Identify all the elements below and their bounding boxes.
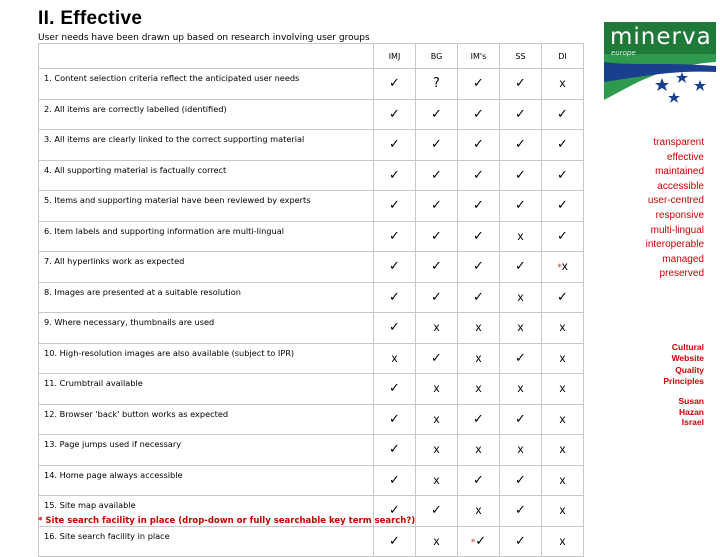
mark-cell	[500, 313, 542, 344]
mark-cell	[416, 496, 458, 527]
cross-icon: x	[433, 320, 440, 335]
cross-icon: x	[559, 503, 566, 518]
check-icon: ✓	[473, 137, 484, 153]
check-icon: ✓	[473, 198, 484, 214]
mark-cell	[500, 191, 542, 222]
mark-cell	[416, 221, 458, 252]
mark-cell	[374, 282, 416, 313]
unknown-icon: ?	[433, 76, 440, 92]
cross-icon: x	[559, 442, 566, 457]
check-icon: ✓	[389, 137, 400, 153]
mark-cell	[416, 465, 458, 496]
check-icon: ✓	[473, 472, 484, 488]
logo-subtext: europe	[611, 49, 636, 57]
cross-icon: x	[559, 472, 566, 487]
check-icon: ✓	[473, 106, 484, 122]
logo-text: minerva	[610, 24, 712, 50]
check-icon: ✓	[515, 533, 526, 549]
mark-cell	[416, 69, 458, 100]
criterion-label: 11. Crumbtrail available	[39, 374, 374, 405]
mark-cell	[542, 160, 584, 191]
column-header: DI	[542, 44, 584, 69]
mark-cell	[458, 160, 500, 191]
cross-icon: x	[517, 228, 524, 243]
mark-cell	[374, 465, 416, 496]
mark-cell	[500, 343, 542, 374]
mark-cell	[542, 404, 584, 435]
mark-cell	[416, 252, 458, 283]
criterion-label: 5. Items and supporting material have been reviewed by experts	[39, 191, 374, 222]
mark-cell	[458, 435, 500, 466]
mark-cell	[374, 99, 416, 130]
principle-item: interoperable	[645, 239, 704, 251]
check-icon: ✓	[431, 259, 442, 275]
side-title	[620, 342, 704, 387]
table-row	[39, 221, 584, 252]
check-icon: ✓	[431, 289, 442, 305]
check-icon: ✓	[473, 228, 484, 244]
logo-swoosh	[604, 62, 716, 82]
principle-item: effective	[666, 151, 704, 163]
mark-cell	[374, 252, 416, 283]
table-row	[39, 160, 584, 191]
check-icon: ✓	[473, 259, 484, 275]
check-icon: ✓	[557, 137, 568, 153]
star-icon	[655, 72, 706, 103]
table-row	[39, 313, 584, 344]
side-title-line: Quality	[675, 364, 704, 375]
table-row	[39, 526, 584, 557]
check-icon: ✓	[515, 106, 526, 122]
check-icon: ✓	[389, 381, 400, 397]
table-row	[39, 282, 584, 313]
mark-cell	[500, 282, 542, 313]
mark-cell	[374, 404, 416, 435]
check-icon: ✓	[389, 198, 400, 214]
check-icon: ✓	[515, 350, 526, 366]
check-icon: ✓	[515, 259, 526, 275]
mark-cell	[500, 496, 542, 527]
mark-cell	[416, 313, 458, 344]
author-line: Susan	[678, 396, 704, 406]
check-icon: ✓	[515, 198, 526, 214]
principles-list	[600, 136, 704, 282]
principle-item: transparent	[653, 137, 704, 148]
mark-cell	[500, 221, 542, 252]
mark-cell	[542, 221, 584, 252]
cross-icon: x	[475, 350, 482, 365]
cross-icon: x	[475, 320, 482, 335]
asterisk-icon: *	[470, 537, 476, 548]
criterion-label: 4. All supporting material is factually correct	[39, 160, 374, 191]
mark-cell	[542, 252, 584, 283]
check-icon: ✓	[389, 228, 400, 244]
mark-cell	[542, 313, 584, 344]
cross-icon: x	[517, 289, 524, 304]
author-line: Israel	[681, 417, 704, 427]
side-title-line: Cultural	[671, 342, 704, 352]
principle-item: user-centred	[647, 195, 704, 207]
mark-cell	[542, 435, 584, 466]
cross-icon: x	[475, 503, 482, 518]
check-icon: ✓	[475, 533, 487, 549]
check-icon: ✓	[557, 167, 568, 183]
cross-icon: x	[517, 320, 524, 335]
mark-cell	[542, 191, 584, 222]
mark-cell	[542, 69, 584, 100]
table-row	[39, 252, 584, 283]
mark-cell	[416, 99, 458, 130]
column-header: IMJ	[374, 44, 416, 69]
cross-icon: x	[391, 350, 398, 365]
page-subtitle: User needs have been drawn up based on research involving user groups	[38, 33, 370, 43]
mark-cell	[458, 252, 500, 283]
table-row	[39, 69, 584, 100]
column-header: BG	[416, 44, 458, 69]
check-icon: ✓	[515, 76, 526, 92]
table-row	[39, 374, 584, 405]
cross-icon: x	[433, 381, 440, 396]
mark-cell	[542, 99, 584, 130]
mark-cell	[458, 343, 500, 374]
mark-cell	[458, 282, 500, 313]
page-title: II. Effective	[38, 8, 143, 29]
check-icon: ✓	[473, 167, 484, 183]
table-row	[39, 99, 584, 130]
criteria-table	[38, 43, 584, 557]
mark-cell	[500, 404, 542, 435]
mark-cell	[374, 313, 416, 344]
check-icon: ✓	[515, 167, 526, 183]
footnote: * Site search facility in place (drop-down or fully searchable key term search?)	[38, 516, 416, 526]
mark-cell	[542, 130, 584, 161]
check-icon: ✓	[473, 289, 484, 305]
table-row	[39, 130, 584, 161]
mark-cell	[458, 526, 500, 557]
criterion-label: 6. Item labels and supporting information are multi-lingual	[39, 221, 374, 252]
check-icon: ✓	[557, 228, 568, 244]
check-icon: ✓	[389, 320, 400, 336]
check-icon: ✓	[389, 106, 400, 122]
mark-cell	[416, 526, 458, 557]
cross-icon: x	[559, 411, 566, 426]
cross-icon: x	[475, 381, 482, 396]
mark-cell	[458, 313, 500, 344]
mark-cell	[416, 160, 458, 191]
mark-cell	[500, 374, 542, 405]
mark-cell	[416, 435, 458, 466]
check-icon: ✓	[557, 106, 568, 122]
check-icon: ✓	[431, 198, 442, 214]
cross-icon: x	[433, 472, 440, 487]
mark-cell	[542, 526, 584, 557]
mark-cell	[542, 282, 584, 313]
check-icon: ✓	[515, 411, 526, 427]
mark-cell	[374, 130, 416, 161]
mark-cell	[416, 191, 458, 222]
side-title-line: Principles	[663, 375, 704, 386]
principle-item: accessible	[657, 180, 704, 192]
check-icon: ✓	[431, 137, 442, 153]
check-icon: ✓	[557, 198, 568, 214]
mark-cell	[458, 374, 500, 405]
mark-cell	[500, 252, 542, 283]
table-row	[39, 191, 584, 222]
check-icon: ✓	[389, 442, 400, 458]
criterion-label: 15. Site map available	[39, 496, 374, 527]
check-icon: ✓	[515, 503, 526, 519]
table-row	[39, 404, 584, 435]
mark-cell	[374, 526, 416, 557]
criterion-label: 9. Where necessary, thumbnails are used	[39, 313, 374, 344]
mark-cell	[458, 465, 500, 496]
check-icon: ✓	[431, 503, 442, 519]
mark-cell	[374, 343, 416, 374]
table-row	[39, 435, 584, 466]
mark-cell	[542, 465, 584, 496]
criterion-label: 7. All hyperlinks work as expected	[39, 252, 374, 283]
check-icon: ✓	[473, 411, 484, 427]
cross-icon: x	[559, 381, 566, 396]
cross-icon: x	[559, 320, 566, 335]
mark-cell	[542, 374, 584, 405]
mark-cell	[458, 221, 500, 252]
check-icon: ✓	[431, 106, 442, 122]
mark-cell	[500, 526, 542, 557]
mark-cell	[458, 99, 500, 130]
mark-cell	[542, 343, 584, 374]
principle-item: maintained	[655, 166, 704, 178]
check-icon: ✓	[515, 137, 526, 153]
mark-cell	[458, 130, 500, 161]
mark-cell	[542, 496, 584, 527]
cross-icon: x	[517, 381, 524, 396]
cross-icon: x	[517, 442, 524, 457]
cross-icon: x	[559, 350, 566, 365]
mark-cell	[500, 130, 542, 161]
check-icon: ✓	[431, 350, 442, 366]
mark-cell	[416, 282, 458, 313]
mark-cell	[458, 496, 500, 527]
mark-cell	[458, 191, 500, 222]
check-icon: ✓	[431, 228, 442, 244]
author	[620, 396, 704, 428]
check-icon: ✓	[389, 503, 400, 519]
check-icon: ✓	[389, 167, 400, 183]
mark-cell	[416, 404, 458, 435]
mark-cell	[416, 343, 458, 374]
mark-cell	[374, 221, 416, 252]
side-title-line: Website	[671, 353, 704, 364]
criterion-label: 2. All items are correctly labelled (identified)	[39, 99, 374, 130]
criterion-label: 16. Site search facility in place	[39, 526, 374, 557]
cross-icon: x	[561, 259, 568, 274]
cross-icon: x	[433, 411, 440, 426]
criterion-label: 3. All items are clearly linked to the correct supporting material	[39, 130, 374, 161]
check-icon: ✓	[431, 167, 442, 183]
principle-item: responsive	[655, 209, 704, 221]
check-icon: ✓	[389, 411, 400, 427]
mark-cell	[374, 69, 416, 100]
check-icon: ✓	[389, 76, 400, 92]
cross-icon: x	[559, 533, 566, 548]
principle-item: preserved	[659, 268, 704, 280]
cross-icon: x	[433, 533, 440, 548]
table-row	[39, 465, 584, 496]
check-icon: ✓	[389, 259, 400, 275]
criterion-label: 13. Page jumps used if necessary	[39, 435, 374, 466]
asterisk-icon: *	[557, 263, 562, 274]
table-header-row	[39, 44, 584, 69]
check-icon: ✓	[389, 472, 400, 488]
mark-cell	[500, 69, 542, 100]
mark-cell	[374, 374, 416, 405]
check-icon: ✓	[389, 289, 400, 305]
criterion-label: 12. Browser 'back' button works as expected	[39, 404, 374, 435]
mark-cell	[416, 130, 458, 161]
principle-item: managed	[662, 253, 704, 265]
check-icon: ✓	[389, 533, 400, 549]
header-blank	[39, 44, 374, 69]
cross-icon: x	[559, 76, 566, 91]
mark-cell	[458, 404, 500, 435]
mark-cell	[374, 191, 416, 222]
mark-cell	[500, 435, 542, 466]
mark-cell	[416, 374, 458, 405]
principle-item: multi-lingual	[650, 224, 704, 236]
column-header: SS	[500, 44, 542, 69]
mark-cell	[458, 69, 500, 100]
author-line: Hazan	[678, 406, 704, 417]
criterion-label: 8. Images are presented at a suitable resolution	[39, 282, 374, 313]
check-icon: ✓	[515, 472, 526, 488]
check-icon: ✓	[557, 289, 568, 305]
criterion-label: 10. High-resolution images are also available (subject to IPR)	[39, 343, 374, 374]
mark-cell	[500, 99, 542, 130]
criterion-label: 1. Content selection criteria reflect the anticipated user needs	[39, 69, 374, 100]
mark-cell	[374, 435, 416, 466]
check-icon: ✓	[473, 76, 484, 92]
mark-cell	[374, 160, 416, 191]
column-header: IM's	[458, 44, 500, 69]
cross-icon: x	[433, 442, 440, 457]
criterion-label: 14. Home page always accessible	[39, 465, 374, 496]
mark-cell	[500, 465, 542, 496]
cross-icon: x	[475, 442, 482, 457]
mark-cell	[500, 160, 542, 191]
table-row	[39, 343, 584, 374]
